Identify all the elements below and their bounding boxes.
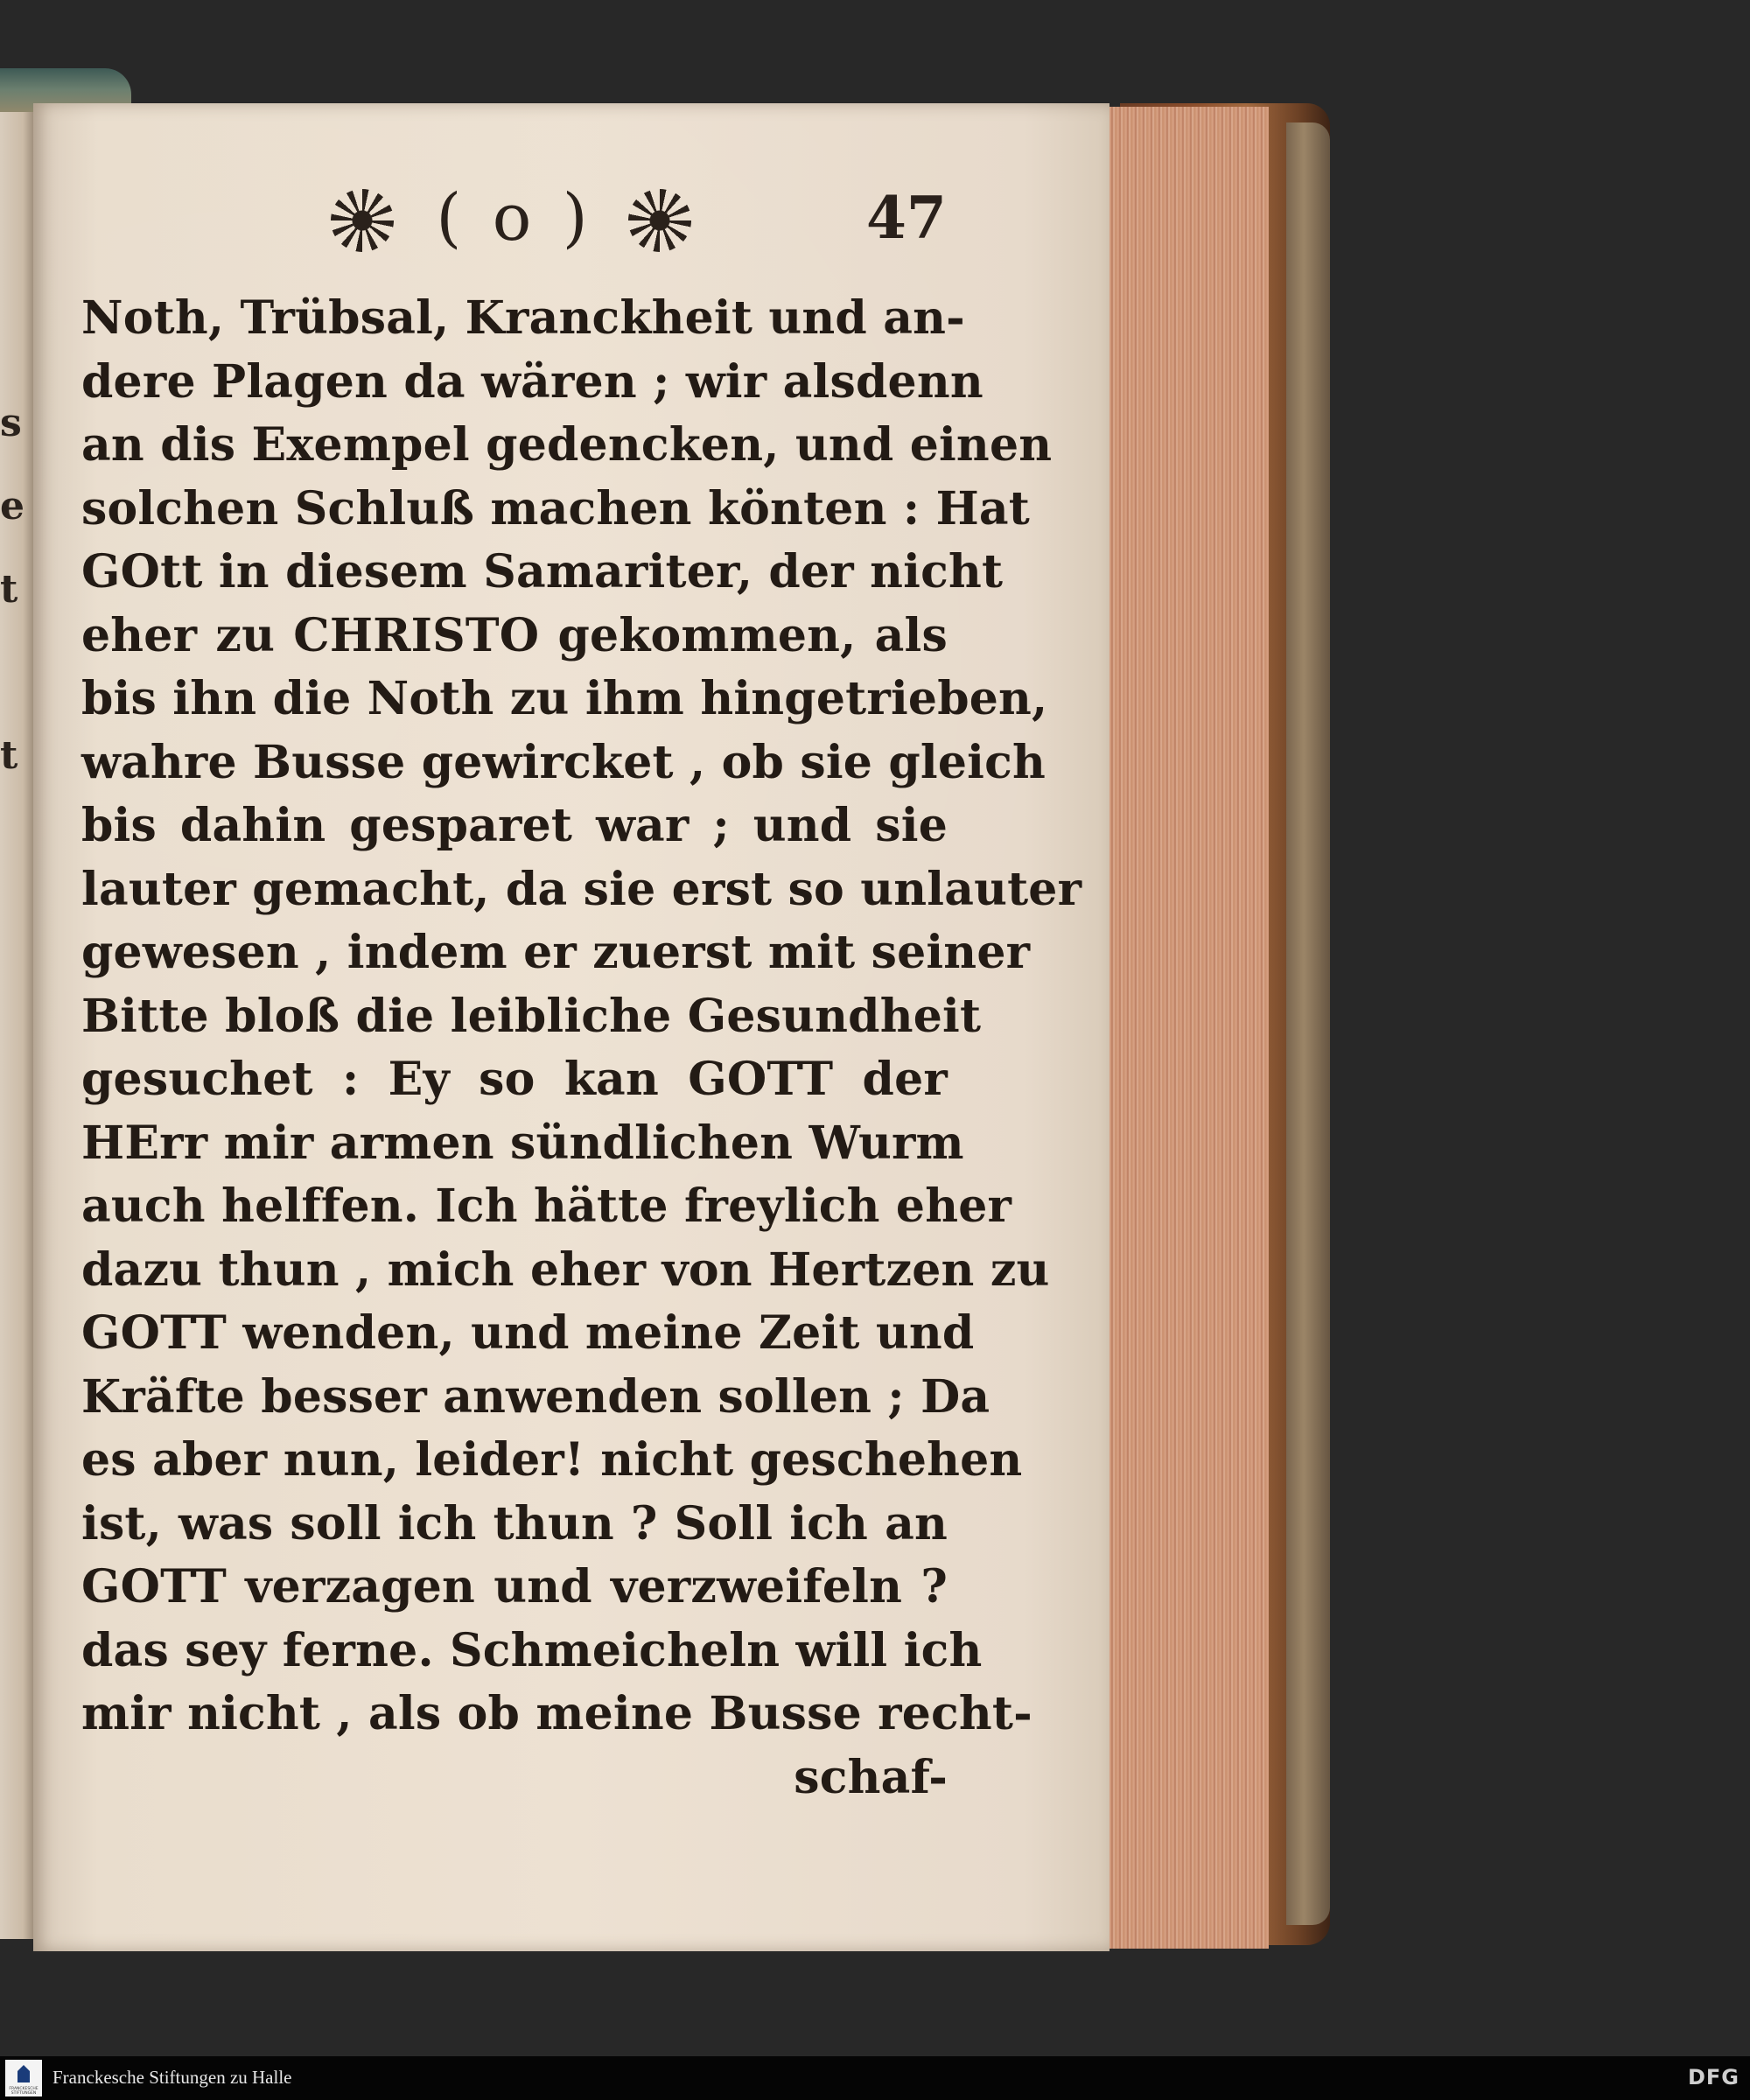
text-line: bis dahin gesparet war ; und sie	[81, 799, 948, 852]
catchword: schaf-	[794, 1750, 948, 1804]
text-line: dere Plagen da wären ; wir alsdenn	[81, 354, 984, 409]
rosette-ornament-icon	[628, 189, 691, 252]
book-page	[33, 103, 1110, 1951]
running-head	[331, 172, 947, 268]
text-line: eher zu CHRISTO gekommen, als	[81, 608, 948, 662]
institution-name[interactable]: Franckesche Stiftungen zu Halle	[52, 2067, 292, 2088]
text-line: Noth, Trübsal, Kranckheit und an-	[81, 291, 965, 345]
text-line: bis ihn die Noth zu ihm hingetrieben,	[81, 672, 1048, 725]
body-text	[81, 287, 1082, 1810]
previous-page-letter	[0, 650, 12, 733]
previous-page-letter: t	[0, 567, 18, 612]
page-number: 47	[866, 184, 947, 252]
viewer-footer	[0, 2056, 1750, 2100]
logo-text: FRANCKESCHE STIFTUNGEN	[9, 2087, 38, 2096]
text-line: gewesen , indem er zuerst mit seiner	[81, 926, 1031, 979]
text-line: Kräfte besser anwenden sollen ; Da	[81, 1369, 990, 1424]
text-line: dazu thun , mich eher von Hertzen zu	[81, 1242, 1050, 1297]
text-line: ist, was soll ich thun ? Soll ich an	[81, 1496, 948, 1550]
book-cover-edge	[1286, 122, 1330, 1925]
text-line: gesuchet : Ey so kan GOTT der	[81, 1053, 948, 1106]
text-line: Bitte bloß die leibliche Gesundheit	[81, 989, 982, 1043]
text-line: HErr mir armen sündlichen Wurm	[81, 1116, 964, 1170]
text-line: solchen Schluß machen könten : Hat	[81, 481, 1031, 536]
text-line: das sey ferne. Schmeicheln will ich	[81, 1623, 983, 1677]
text-line: lauter gemacht, da sie erst so unlauter	[81, 862, 1082, 916]
text-line: GOTT wenden, und meine Zeit und	[81, 1306, 975, 1360]
dfg-logo[interactable]: DFG	[1687, 2065, 1740, 2090]
previous-page-letters	[0, 401, 24, 816]
rosette-ornament-icon	[331, 189, 394, 252]
previous-page-letter: e	[0, 484, 24, 528]
text-line: wahre Busse gewircket , ob sie gleich	[81, 735, 1046, 789]
building-icon	[18, 2065, 30, 2082]
text-line: GOTT verzagen und verzweifeln ?	[81, 1560, 948, 1614]
text-line: GOtt in diesem Samariter, der nicht	[81, 545, 1004, 598]
previous-page-letter: s	[0, 401, 22, 445]
text-line: mir nicht , als ob meine Busse recht-	[81, 1687, 1032, 1740]
institution-logo[interactable]	[5, 2060, 42, 2096]
page-signature: ( o )	[436, 180, 593, 256]
previous-page-letter: t	[0, 733, 18, 778]
text-line: auch helffen. Ich hätte freylich eher	[81, 1180, 1012, 1233]
text-line: an dis Exempel gedencken, und einen	[81, 418, 1053, 472]
text-line: es aber nun, leider! nicht geschehen	[81, 1433, 1023, 1487]
